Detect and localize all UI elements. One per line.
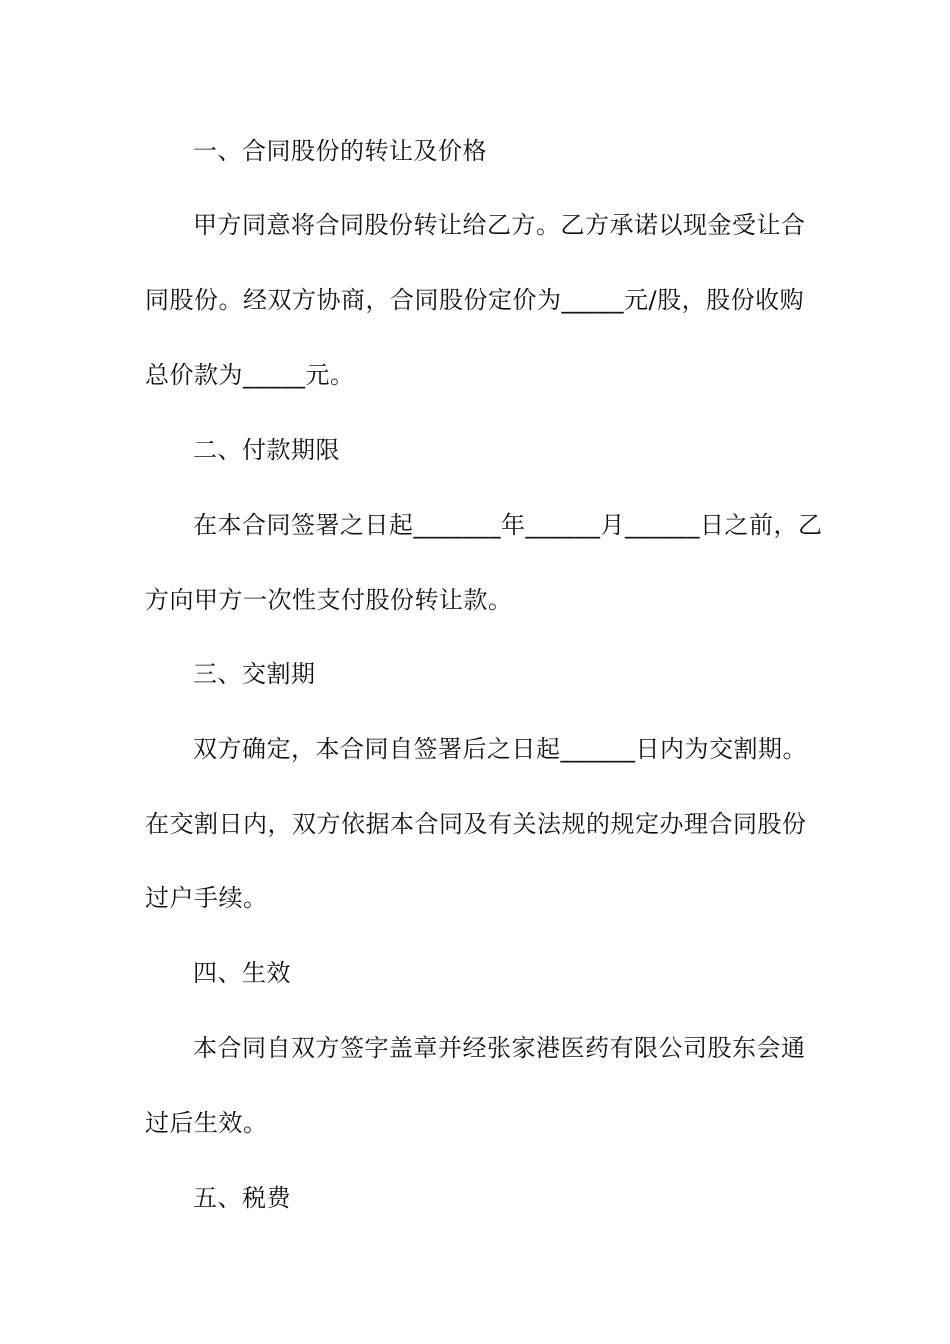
paragraph-line: 同股份。经双方协商，合同股份定价为_____元/股，股份收购 [145,286,805,314]
paragraph-line: 总价款为_____元。 [145,361,355,389]
section-heading-taxes: 五、税费 [193,1184,291,1212]
section-heading-price: 一、合同股份的转让及价格 [193,137,487,165]
section-heading-payment-term: 二、付款期限 [193,436,340,464]
section-heading-delivery-period: 三、交割期 [193,660,316,688]
paragraph-line: 在本合同签署之日起_______年______月______日之前，乙 [193,511,823,539]
paragraph-line: 甲方同意将合同股份转让给乙方。乙方承诺以现金受让合 [193,211,806,239]
paragraph-line: 双方确定，本合同自签署后之日起______日内为交割期。 [193,735,807,763]
paragraph-line: 在交割日内，双方依据本合同及有关法规的规定办理合同股份 [145,810,807,838]
paragraph-line: 过户手续。 [145,884,268,912]
paragraph-line: 本合同自双方签字盖章并经张家港医药有限公司股东会通 [193,1034,806,1062]
paragraph-line: 方向甲方一次性支付股份转让款。 [145,586,513,614]
paragraph-line: 过后生效。 [145,1109,268,1137]
section-heading-effectiveness: 四、生效 [193,959,291,987]
